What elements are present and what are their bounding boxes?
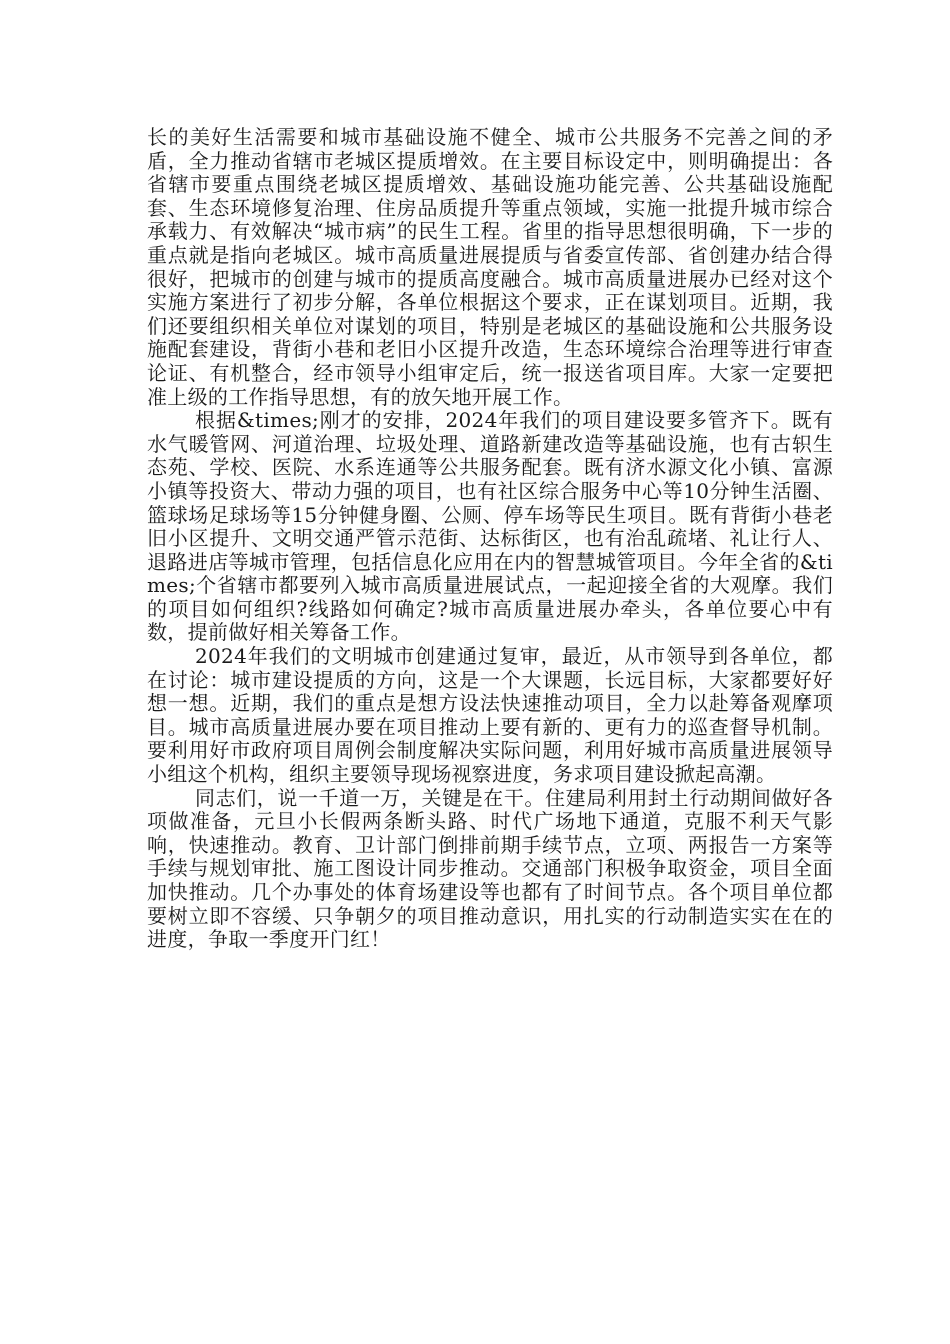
paragraph-closing: 同志们，说一千道一万，关键是在干。住建局利用封土行动期间做好各项做准备，元旦小长假两条断头路、时代广场地下通道，克服不利天气影响，快速推动。教育、卫计部门倒排前期手续节点，立项、两报告一方案等手续与规划审批、施工图设计同步推动。交通部门积极争取资金，项目全面加快推动。几个办事处的体育场建设等也都有了时间节点。各个项目单位都要树立即不容缓、只争朝夕的项目推动意识，用扎实的行动制造实实在在的进度，争取一季度开门红！ [147,785,833,952]
paragraph-project-construction: 根据&times;刚才的安排，2024年我们的项目建设要多管齐下。既有水气暖管网、河道治理、垃圾处理、道路新建改造等基础设施，也有古轵生态苑、学校、医院、水系连通等公共服务配套。既有济水源文化小镇、富源小镇等投资大、带动力强的项目，也有社区综合服务中心等10分钟生活圈、篮球场足球场等15分钟健身圈、公厕、停车场等民生项目。既有背街小巷老旧小区提升、文明交通严管示范街、达标街区，也有治乱疏堵、礼让行人、退路进店等城市管理，包括信息化应用在内的智慧城管项目。今年全省的&times;个省辖市都要列入城市高质量进展试点，一起迎接全省的大观摩。我们的项目如何组织?线路如何确定?城市高质量进展办牵头，各单位要心中有数，提前做好相关筹备工作。 [147,408,833,645]
paragraph-civilized-city: 2024年我们的文明城市创建通过复审，最近，从市领导到各单位，都在讨论：城市建设提质的方向，这是一个大课题，长远目标，大家都要好好想一想。近期，我们的重点是想方设法快速推动项目，全力以赴筹备观摩项目。城市高质量进展办要在项目推动上要有新的、更有力的巡查督导机制。要利用好市政府项目周例会制度解决实际问题，利用好城市高质量进展领导小组这个机构，组织主要领导现场视察进度，务求项目建设掀起高潮。 [147,644,833,787]
paragraph-continuation: 长的美好生活需要和城市基础设施不健全、城市公共服务不完善之间的矛盾，全力推动省辖市老城区提质增效。在主要目标设定中，则明确提出：各省辖市要重点围绕老城区提质增效、基础设施功能完善、公共基础设施配套、生态环境修复治理、住房品质提升等重点领域，实施一批提升城市综合承载力、有效解决“城市病”的民生工程。省里的指导思想很明确，下一步的重点就是指向老城区。城市高质量进展提质与省委宣传部、省创建办结合得很好，把城市的创建与城市的提质高度融合。城市高质量进展办已经对这个实施方案进行了初步分解，各单位根据这个要求，正在谋划项目。近期，我们还要组织相关单位对谋划的项目，特别是老城区的基础设施和公共服务设施配套建设，背街小巷和老旧小区提升改造，生态环境综合治理等进行审查论证、有机整合，经市领导小组审定后，统一报送省项目库。大家一定要把准上级的工作指导思想，有的放矢地开展工作。 [147,125,833,409]
document-body [147,126,833,952]
